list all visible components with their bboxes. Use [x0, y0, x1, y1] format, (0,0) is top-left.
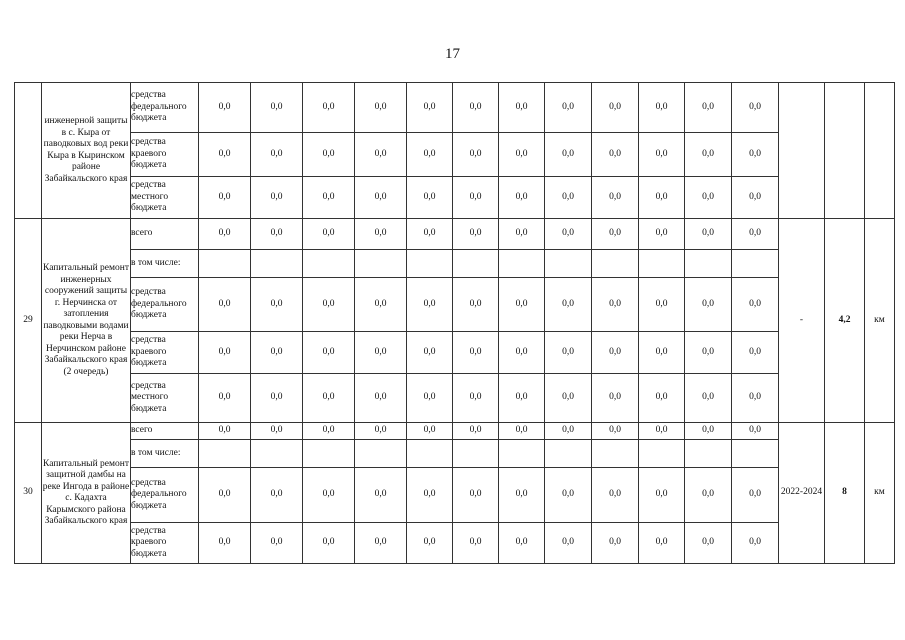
funding-value — [453, 440, 499, 468]
table-row — [15, 374, 895, 423]
funding-value: 0,0 — [199, 133, 251, 177]
funding-value: 0,0 — [545, 374, 592, 423]
funding-source: средства местного бюджета — [131, 374, 199, 423]
funding-value: 0,0 — [251, 278, 303, 332]
row-number — [15, 83, 42, 219]
funding-value — [407, 250, 453, 278]
funding-value: 0,0 — [355, 374, 407, 423]
funding-value: 0,0 — [685, 523, 732, 564]
funding-value: 0,0 — [251, 219, 303, 250]
funding-value: 0,0 — [251, 468, 303, 523]
table-body — [15, 83, 895, 564]
funding-value — [732, 440, 779, 468]
table-row — [15, 83, 895, 133]
funding-value — [685, 440, 732, 468]
funding-value: 0,0 — [199, 278, 251, 332]
funding-value: 0,0 — [685, 133, 732, 177]
unit: км — [865, 423, 895, 564]
funding-value: 0,0 — [499, 332, 545, 374]
implementation-years: - — [779, 219, 825, 423]
funding-value: 0,0 — [732, 523, 779, 564]
funding-source: средства краевого бюджета — [131, 523, 199, 564]
table-row — [15, 278, 895, 332]
funding-value: 0,0 — [453, 374, 499, 423]
quantity: 8 — [825, 423, 865, 564]
funding-value: 0,0 — [732, 278, 779, 332]
funding-value: 0,0 — [639, 423, 685, 440]
funding-value: 0,0 — [639, 133, 685, 177]
table-row — [15, 440, 895, 468]
funding-value: 0,0 — [199, 374, 251, 423]
funding-value: 0,0 — [499, 133, 545, 177]
funding-value: 0,0 — [592, 332, 639, 374]
funding-source: всего — [131, 219, 199, 250]
funding-value: 0,0 — [545, 278, 592, 332]
funding-value: 0,0 — [407, 278, 453, 332]
funding-value: 0,0 — [303, 133, 355, 177]
funding-value: 0,0 — [545, 332, 592, 374]
funding-value: 0,0 — [639, 177, 685, 219]
funding-value: 0,0 — [545, 83, 592, 133]
funding-value: 0,0 — [303, 374, 355, 423]
unit: км — [865, 219, 895, 423]
funding-value: 0,0 — [303, 278, 355, 332]
funding-value — [592, 440, 639, 468]
funding-value: 0,0 — [251, 332, 303, 374]
funding-value: 0,0 — [407, 374, 453, 423]
funding-value — [355, 440, 407, 468]
funding-source: в том числе: — [131, 250, 199, 278]
funding-value: 0,0 — [545, 523, 592, 564]
funding-source: средства федерального бюджета — [131, 83, 199, 133]
funding-value — [303, 440, 355, 468]
funding-value: 0,0 — [499, 523, 545, 564]
funding-value: 0,0 — [453, 83, 499, 133]
funding-value — [639, 440, 685, 468]
funding-value: 0,0 — [251, 177, 303, 219]
funding-value: 0,0 — [639, 468, 685, 523]
funding-value — [592, 250, 639, 278]
row-number: 30 — [15, 423, 42, 564]
funding-value — [685, 250, 732, 278]
funding-value: 0,0 — [639, 374, 685, 423]
funding-value: 0,0 — [499, 374, 545, 423]
funding-value: 0,0 — [355, 423, 407, 440]
table-row — [15, 332, 895, 374]
funding-value: 0,0 — [453, 523, 499, 564]
funding-value: 0,0 — [592, 177, 639, 219]
implementation-years — [779, 83, 825, 219]
funding-value: 0,0 — [545, 177, 592, 219]
funding-value: 0,0 — [199, 177, 251, 219]
funding-value: 0,0 — [453, 177, 499, 219]
funding-value: 0,0 — [199, 523, 251, 564]
table-row — [15, 523, 895, 564]
funding-value — [303, 250, 355, 278]
funding-value: 0,0 — [199, 219, 251, 250]
funding-value: 0,0 — [732, 423, 779, 440]
funding-value: 0,0 — [251, 133, 303, 177]
funding-value: 0,0 — [453, 468, 499, 523]
funding-value — [499, 440, 545, 468]
funding-value — [732, 250, 779, 278]
funding-value: 0,0 — [592, 468, 639, 523]
funding-value: 0,0 — [453, 133, 499, 177]
funding-value: 0,0 — [407, 423, 453, 440]
funding-value — [355, 250, 407, 278]
funding-value: 0,0 — [251, 374, 303, 423]
funding-value: 0,0 — [199, 332, 251, 374]
funding-value — [251, 250, 303, 278]
funding-value: 0,0 — [639, 332, 685, 374]
funding-value: 0,0 — [303, 83, 355, 133]
funding-value: 0,0 — [685, 374, 732, 423]
funding-value: 0,0 — [732, 177, 779, 219]
funding-source: в том числе: — [131, 440, 199, 468]
funding-value: 0,0 — [685, 83, 732, 133]
quantity: 4,2 — [825, 219, 865, 423]
table-row — [15, 468, 895, 523]
funding-source: средства краевого бюджета — [131, 332, 199, 374]
funding-value: 0,0 — [685, 468, 732, 523]
funding-value: 0,0 — [303, 219, 355, 250]
funding-value: 0,0 — [355, 332, 407, 374]
funding-value: 0,0 — [355, 278, 407, 332]
funding-value: 0,0 — [407, 133, 453, 177]
funding-value: 0,0 — [592, 523, 639, 564]
funding-value: 0,0 — [303, 468, 355, 523]
table-row — [15, 133, 895, 177]
funding-value: 0,0 — [732, 468, 779, 523]
implementation-years: 2022-2024 — [779, 423, 825, 564]
funding-value: 0,0 — [732, 83, 779, 133]
table-row — [15, 423, 895, 440]
funding-value: 0,0 — [499, 423, 545, 440]
funding-value: 0,0 — [499, 468, 545, 523]
page-number: 17 — [445, 46, 460, 62]
funding-source: всего — [131, 423, 199, 440]
funding-value: 0,0 — [407, 83, 453, 133]
table-row — [15, 219, 895, 250]
funding-value — [639, 250, 685, 278]
object-name: Капитальный ремонт инженерных сооружений защиты г. Нерчинска от затопления паводковыми водами реки Нерча в Нерчинском районе Забайкальского края (2 очередь) — [42, 219, 131, 423]
funding-value: 0,0 — [407, 177, 453, 219]
funding-value: 0,0 — [732, 332, 779, 374]
quantity — [825, 83, 865, 219]
funding-value: 0,0 — [251, 523, 303, 564]
funding-value: 0,0 — [592, 374, 639, 423]
funding-value: 0,0 — [407, 219, 453, 250]
funding-value: 0,0 — [639, 523, 685, 564]
funding-value: 0,0 — [199, 468, 251, 523]
funding-value: 0,0 — [303, 332, 355, 374]
funding-value: 0,0 — [303, 177, 355, 219]
table-row — [15, 250, 895, 278]
funding-value — [545, 250, 592, 278]
row-number: 29 — [15, 219, 42, 423]
funding-value: 0,0 — [453, 219, 499, 250]
budget-table — [14, 82, 895, 564]
funding-value — [199, 250, 251, 278]
funding-value: 0,0 — [732, 133, 779, 177]
funding-value — [407, 440, 453, 468]
funding-value: 0,0 — [545, 423, 592, 440]
funding-value: 0,0 — [355, 523, 407, 564]
object-name: инженерной защиты в с. Кыра от паводковых вод реки Кыра в Кыринском районе Забайкальского края — [42, 83, 131, 219]
funding-value: 0,0 — [499, 177, 545, 219]
object-name: Капитальный ремонт защитной дамбы на реке Ингода в районе с. Кадахта Карымского района Забайкальского края — [42, 423, 131, 564]
funding-value: 0,0 — [685, 423, 732, 440]
funding-value: 0,0 — [685, 177, 732, 219]
funding-value: 0,0 — [545, 219, 592, 250]
funding-source: средства федерального бюджета — [131, 278, 199, 332]
funding-value — [545, 440, 592, 468]
funding-value: 0,0 — [499, 219, 545, 250]
unit — [865, 83, 895, 219]
funding-value: 0,0 — [499, 83, 545, 133]
funding-value — [251, 440, 303, 468]
funding-value: 0,0 — [685, 332, 732, 374]
funding-value: 0,0 — [407, 468, 453, 523]
funding-value: 0,0 — [732, 374, 779, 423]
funding-value — [453, 250, 499, 278]
funding-value: 0,0 — [732, 219, 779, 250]
funding-value: 0,0 — [303, 523, 355, 564]
funding-value: 0,0 — [639, 219, 685, 250]
funding-value: 0,0 — [355, 83, 407, 133]
funding-source: средства федерального бюджета — [131, 468, 199, 523]
funding-source: средства краевого бюджета — [131, 133, 199, 177]
funding-value: 0,0 — [251, 83, 303, 133]
funding-value: 0,0 — [199, 423, 251, 440]
funding-value: 0,0 — [407, 523, 453, 564]
funding-value: 0,0 — [355, 133, 407, 177]
table-row — [15, 177, 895, 219]
funding-value: 0,0 — [453, 332, 499, 374]
funding-value: 0,0 — [592, 133, 639, 177]
funding-value: 0,0 — [639, 83, 685, 133]
funding-value: 0,0 — [355, 177, 407, 219]
funding-value: 0,0 — [453, 278, 499, 332]
funding-value: 0,0 — [499, 278, 545, 332]
funding-value: 0,0 — [685, 278, 732, 332]
funding-value: 0,0 — [453, 423, 499, 440]
funding-value: 0,0 — [355, 468, 407, 523]
funding-value: 0,0 — [639, 278, 685, 332]
funding-value: 0,0 — [592, 278, 639, 332]
funding-value: 0,0 — [251, 423, 303, 440]
funding-value: 0,0 — [545, 468, 592, 523]
funding-value: 0,0 — [685, 219, 732, 250]
funding-value: 0,0 — [592, 423, 639, 440]
funding-value — [499, 250, 545, 278]
funding-source: средства местного бюджета — [131, 177, 199, 219]
funding-value: 0,0 — [303, 423, 355, 440]
funding-value: 0,0 — [592, 83, 639, 133]
funding-value: 0,0 — [545, 133, 592, 177]
funding-value: 0,0 — [592, 219, 639, 250]
funding-value: 0,0 — [199, 83, 251, 133]
funding-value: 0,0 — [355, 219, 407, 250]
funding-value — [199, 440, 251, 468]
funding-value: 0,0 — [407, 332, 453, 374]
